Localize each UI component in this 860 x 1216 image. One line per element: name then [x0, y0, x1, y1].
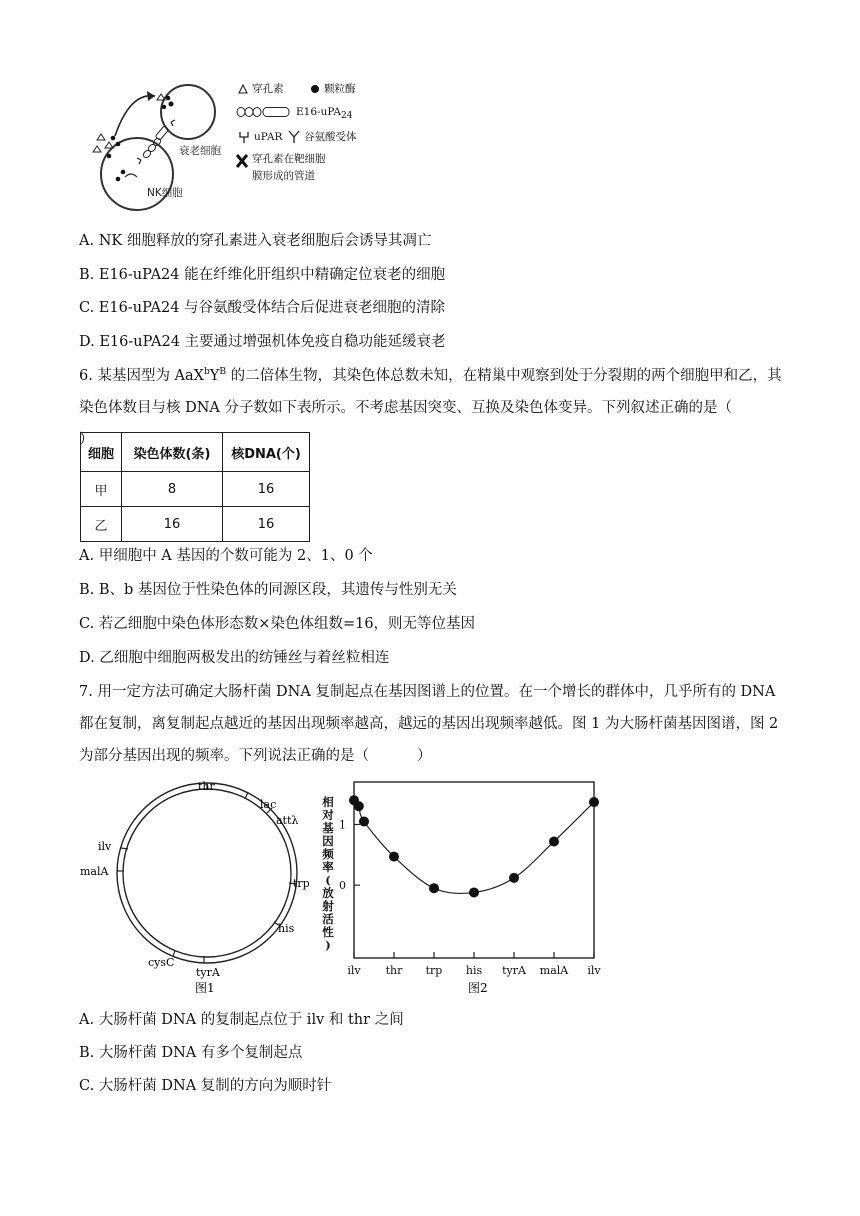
table-row [81, 507, 310, 542]
gene-label-att: attλ [276, 814, 299, 827]
q6-stem: 6. 某基因型为 $AaX^bY^B$ 的二倍体生物，其染色体总数未知，在精巢中观察到处于分裂期的两个细胞甲和乙，其染色体数目与核 DNA 分子数如下表所示。不考虑基因突变、互换及染色体变异。下列叙述正确的是（） [79, 367, 782, 448]
q5-option-c: C. E16-uPA24 与谷氨酸受体结合后促进衰老细胞的清除 [79, 300, 446, 316]
nk-cell-label: NK细胞 [147, 187, 183, 199]
legend-upar: uPAR [254, 131, 283, 143]
table-cell: 16 [122, 507, 223, 542]
table-header-row [81, 433, 310, 472]
y-axis-label-char: 因 [322, 834, 334, 848]
senescent-cell-label: 衰老细胞 [179, 145, 221, 157]
table-header-cell: 核DNA(个) [223, 433, 310, 472]
q7-option-b: B. 大肠杆菌 DNA 有多个复制起点 [79, 1045, 303, 1061]
y-axis-label-char: 基 [322, 821, 334, 835]
gene-label-ilv: ilv [98, 840, 112, 853]
y-axis-label-char: ) [325, 938, 331, 952]
gene-label-cysc: cysC [148, 956, 175, 969]
x-tick-label: his [465, 964, 483, 977]
data-point [549, 836, 559, 846]
arrow-head-icon [147, 91, 155, 101]
channel-icon [236, 154, 248, 168]
legend-channel-2: 膜形成的管道 [252, 170, 315, 182]
y-axis-label-char: 率 [322, 860, 334, 874]
legend-channel-1: 穿孔素在靶细胞 [252, 153, 326, 165]
chromosome-inner-ring [123, 789, 291, 957]
plot-frame [354, 782, 594, 958]
data-point [429, 883, 439, 893]
y-axis-label-char: 相 [322, 795, 334, 809]
table-header-cell: 细胞 [81, 433, 122, 472]
x-tick-label: ilv [347, 964, 361, 977]
gene-map-figure [80, 778, 330, 998]
legend-e16: E16-uPA$_{24}$ [296, 106, 353, 121]
table-cell: 16 [223, 507, 310, 542]
y-axis-label-char: 频 [322, 847, 334, 861]
x-tick-label: tyrA [502, 964, 526, 977]
nk-cell-circle [101, 138, 173, 210]
fitted-curve [354, 800, 594, 893]
upar-icon [238, 130, 250, 144]
table-cell: 16 [223, 472, 310, 507]
q6-option-b: B. B、b 基因位于性染色体的同源区段，其遗传与性别无关 [79, 582, 457, 598]
y-tick-label: 0 [339, 879, 346, 893]
q7-option-a: A. 大肠杆菌 DNA 的复制起点位于 ilv 和 thr 之间 [79, 1012, 404, 1028]
y-tick-label: 1 [339, 818, 346, 832]
gene-label-trp: trp [293, 877, 310, 890]
data-point [359, 816, 369, 826]
gene-label-thr: thr [198, 780, 215, 793]
data-point [354, 801, 364, 811]
q6-option-c: C. 若乙细胞中染色体形态数×染色体组数=16，则无等位基因 [79, 616, 476, 632]
y-axis-label-char: 性 [322, 925, 334, 939]
q5-option-d: D. E16-uPA24 主要通过增强机体免疫自稳功能延缓衰老 [79, 334, 446, 350]
table-row [81, 472, 310, 507]
x-tick-label: malA [539, 964, 569, 977]
e16-chain-icon [236, 106, 292, 118]
table-cell: 8 [122, 472, 223, 507]
gene-label-his: his [278, 922, 295, 935]
q7-stem: 7. 用一定方法可确定大肠杆菌 DNA 复制起点在基因图谱上的位置。在一个增长的群体中，几乎所有的 DNA 都在复制，离复制起点越近的基因出现频率越高，越远的基因出现频率越低。图 1 为大肠杆菌基因图谱，图 2 为部分基因出现的频率。下列说法正确的是（ ） [79, 684, 779, 764]
y-axis-label-char: 放 [322, 886, 334, 900]
q5-option-a: A. NK 细胞释放的穿孔素进入衰老细胞后会诱导其凋亡 [79, 233, 432, 249]
x-tick-label: ilv [587, 964, 601, 977]
perforin-triangle-icon [238, 84, 248, 94]
data-point [509, 873, 519, 883]
granzyme-dot-icon [310, 84, 320, 94]
q5-option-b: B. E16-uPA24 能在纤维化肝组织中精确定位衰老的细胞 [79, 267, 446, 283]
x-tick-label: trp [425, 964, 443, 977]
gene-label-tyra: tyrA [196, 966, 220, 979]
gene-label-mala: malA [80, 865, 109, 878]
table-cell: 甲 [81, 472, 122, 507]
glutamate-receptor-icon [288, 130, 300, 144]
q6-option-d: D. 乙细胞中细胞两极发出的纺锤丝与着丝粒相连 [79, 650, 390, 666]
y-axis-label-char: 活 [322, 912, 334, 926]
gene-frequency-chart [320, 778, 620, 998]
legend-granzyme: 颗粒酶 [324, 83, 356, 95]
x-tick-label: thr [385, 964, 403, 977]
y-axis-label-char: ( [325, 873, 331, 887]
senescent-cell-circle [161, 85, 215, 139]
gene-label-lac: lac [260, 798, 277, 811]
q6-table [80, 432, 310, 542]
release-arrow [115, 96, 155, 136]
q6-option-a: A. 甲细胞中 A 基因的个数可能为 2、1、0 个 [79, 548, 373, 564]
legend-perforin: 穿孔素 [252, 83, 284, 95]
legend-glutamate-receptor: 谷氨酸受体 [304, 131, 357, 143]
data-point [389, 852, 399, 862]
q7-option-c: C. 大肠杆菌 DNA 复制的方向为顺时针 [79, 1078, 332, 1094]
figure1-caption: 图1 [195, 981, 215, 995]
y-axis-label-char: 对 [322, 808, 334, 822]
table-header-cell: 染色体数(条) [122, 433, 223, 472]
data-point [469, 887, 479, 897]
data-point [589, 797, 599, 807]
table-cell: 乙 [81, 507, 122, 542]
figure2-caption: 图2 [468, 981, 488, 995]
y-axis-label-char: 射 [322, 899, 334, 913]
